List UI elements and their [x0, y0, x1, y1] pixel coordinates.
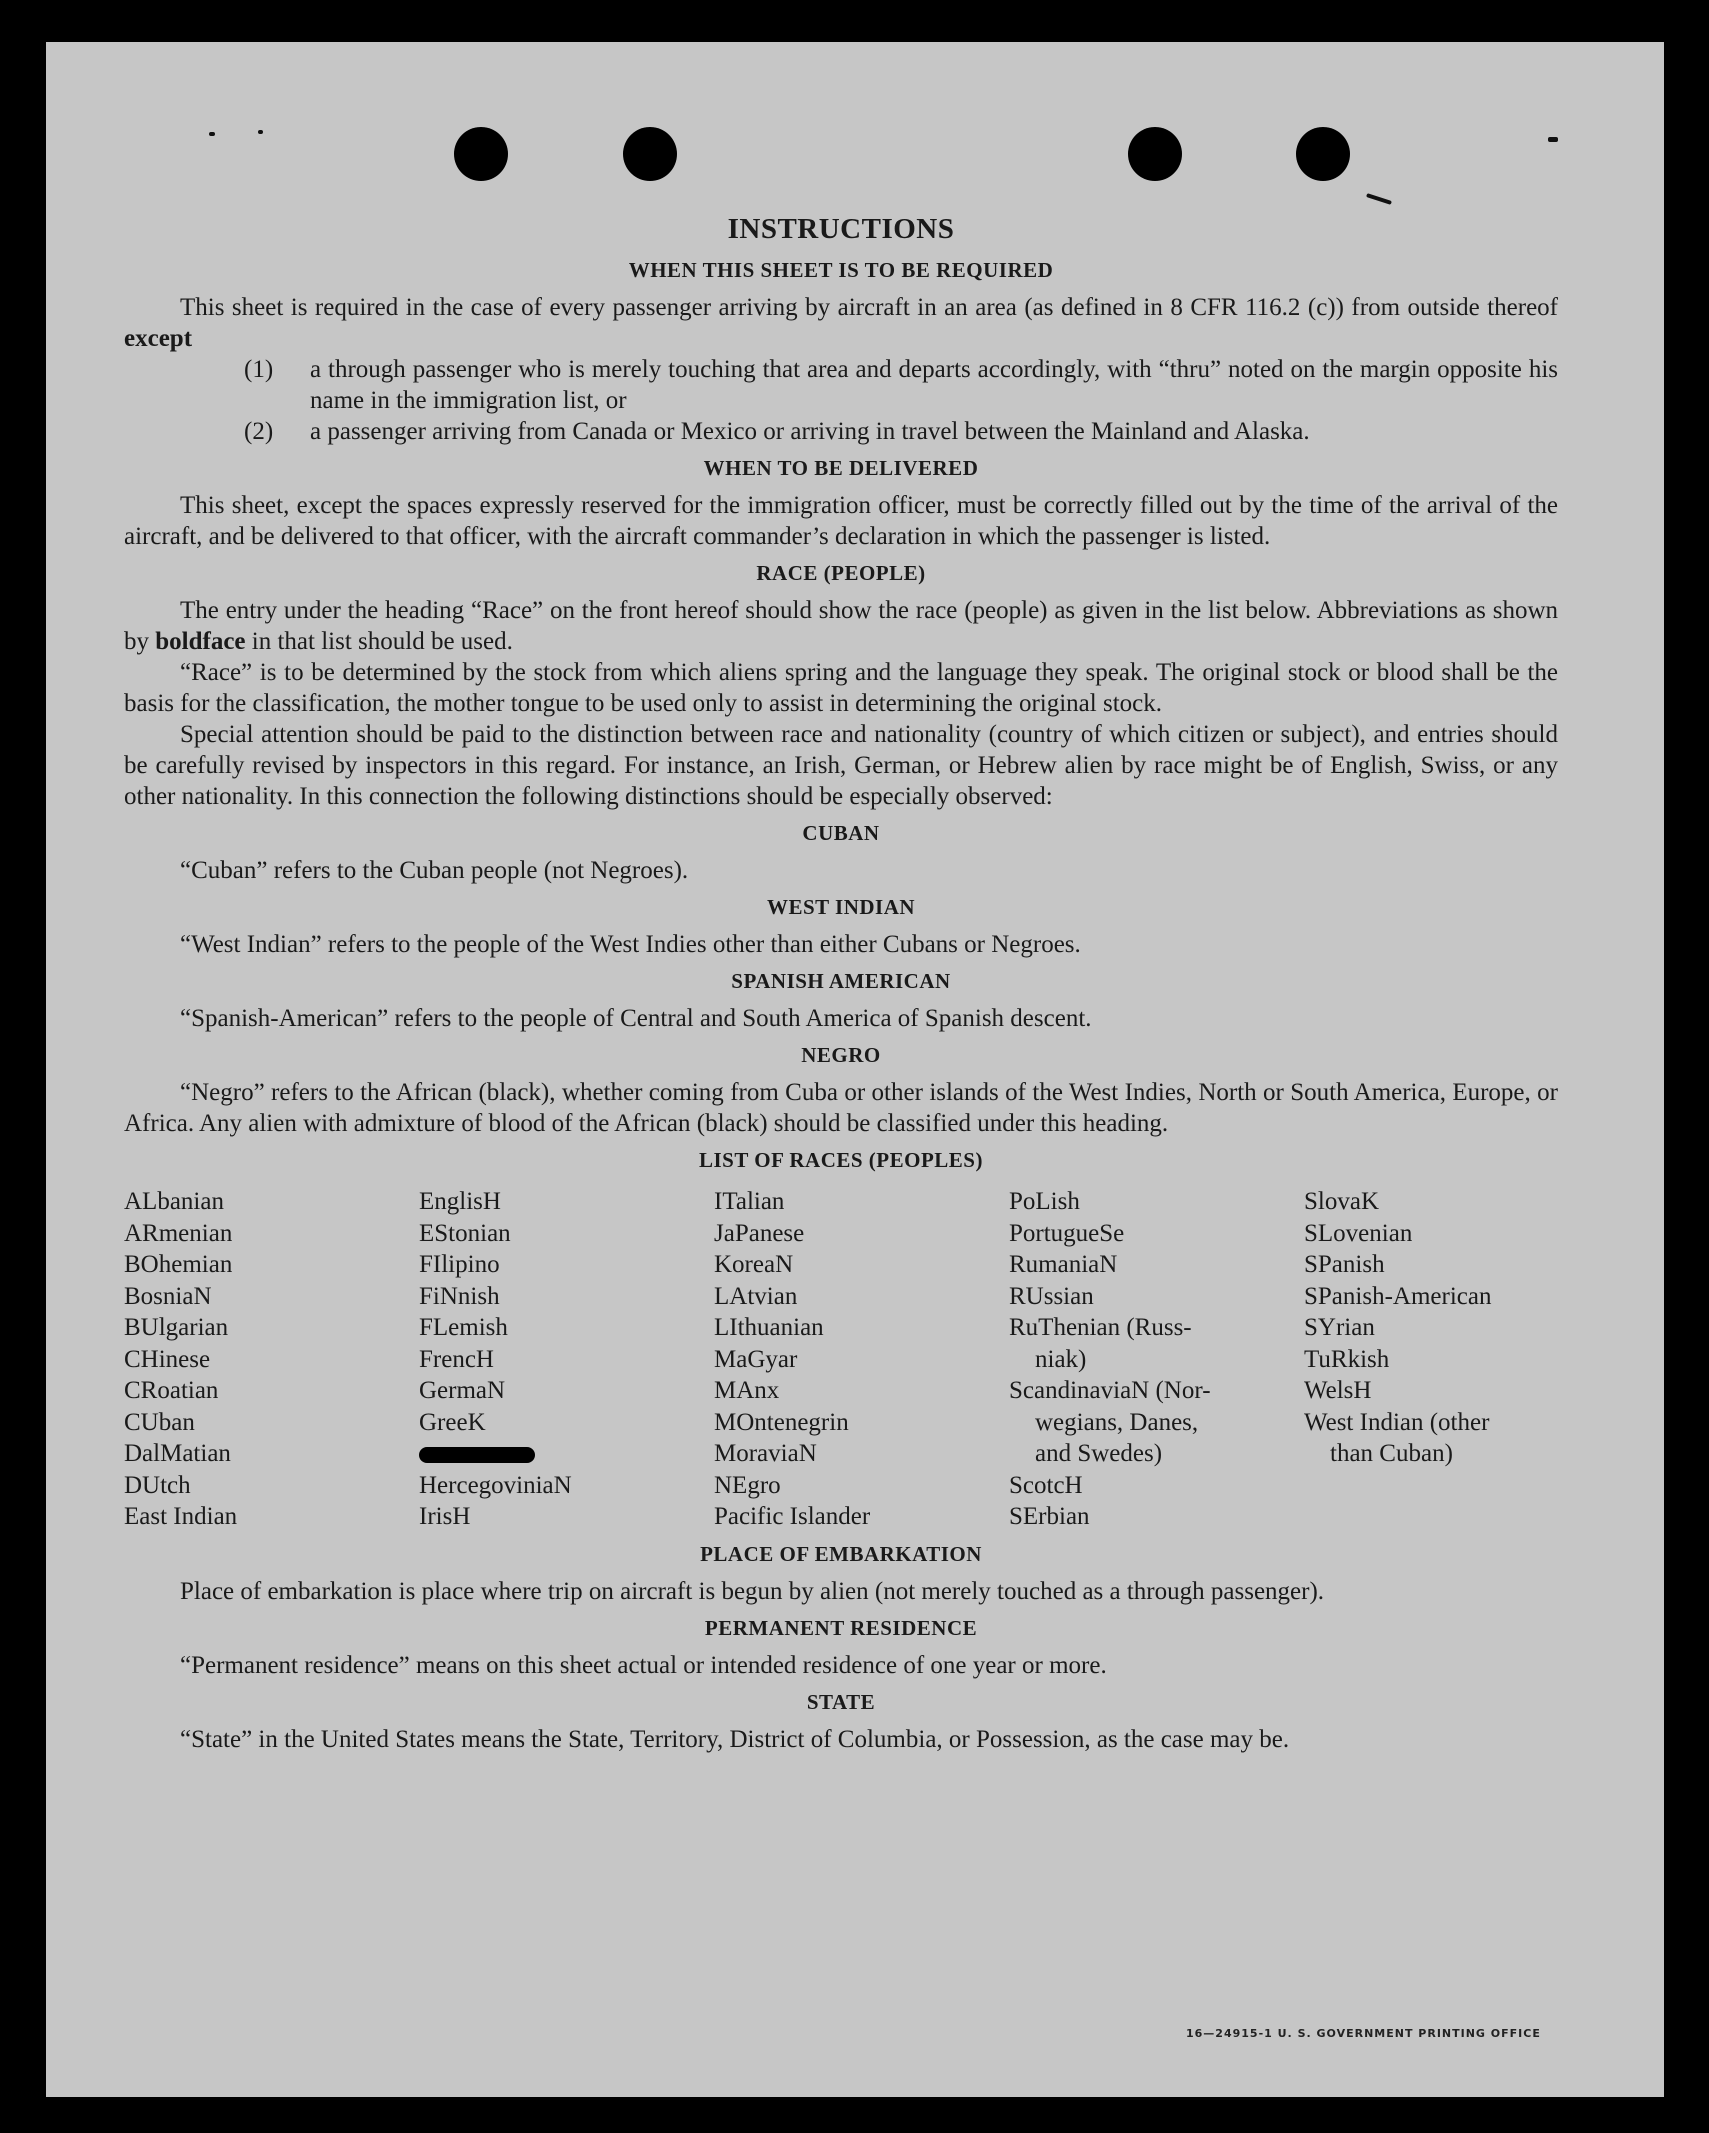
race-entry: West Indian (other [1304, 1408, 1490, 1436]
race-entry: KoreaN [714, 1251, 794, 1278]
ink-speck [209, 132, 215, 136]
race-entry: Pacific Islander [714, 1503, 871, 1530]
race-entry: GermaN [419, 1377, 506, 1404]
empty-cell [1304, 1501, 1558, 1533]
heading-list-of-races: LIST OF RACES (PEOPLES) [699, 1148, 983, 1172]
race-entry: SErbian [1009, 1503, 1090, 1530]
race-entry: ALbanian [124, 1188, 224, 1215]
embarkation-text: Place of embarkation is place where trip on aircraft is begun by alien (not merely touched as a through passenger). [180, 1577, 1325, 1605]
document-sheet [46, 42, 1664, 2097]
race-entry: wegians, Danes, [1035, 1408, 1199, 1436]
ink-speck [258, 130, 263, 134]
delivered-text: This sheet, except the spaces expressly reserved for the immigration officer, must be correctly filled out by the time of the arrival of the aircraft, and be delivered to that officer, with the aircraft commander’s declaration in which the passenger is listed. [124, 492, 1558, 550]
race-entry: FiNnish [419, 1282, 500, 1310]
race-entry: BUlgarian [124, 1314, 229, 1341]
race-entry: FIlipino [419, 1251, 500, 1278]
empty-cell [1304, 1470, 1558, 1502]
race-entry: IrisH [419, 1503, 471, 1530]
residence-text: “Permanent residence” means on this sheet actual or intended residence of one year or more. [180, 1651, 1107, 1679]
race-entry: LIthuanian [714, 1314, 824, 1341]
heading-required: WHEN THIS SHEET IS TO BE REQUIRED [628, 258, 1054, 282]
list-item: (1) a through passenger who is merely touching that area and departs accordingly, with “thru” noted on the margin opposite his name in the immigration list, or [244, 356, 1558, 414]
punch-hole [1128, 127, 1182, 181]
list-item: (2) a passenger arriving from Canada or Mexico or arriving in travel between the Mainland and Alaska. [244, 418, 1310, 445]
race-paragraph-3: Special attention should be paid to the distinction between race and nationality (country of which citizen or subject), and entries should be carefully revised by inspectors in this regard. For instance, an Irish, German, or Hebrew alien by race might be of English, Swiss, or any other nationality. In this connection the following distinctions should be especially observed: [124, 721, 1558, 810]
heading-delivered: WHEN TO BE DELIVERED [703, 456, 979, 480]
heading-state: STATE [806, 1689, 876, 1714]
heading-spanish-american: SPANISH AMERICAN [731, 969, 951, 993]
ink-speck [1366, 193, 1392, 205]
punch-hole [454, 127, 508, 181]
races-list [124, 1186, 1558, 1533]
page-title: INSTRUCTIONS [727, 213, 955, 245]
race-entry: ITalian [714, 1188, 785, 1215]
race-entry: ScandinaviaN (Nor- [1009, 1377, 1211, 1404]
race-entry: CHinese [124, 1345, 211, 1373]
race-entry: WelsH [1304, 1377, 1372, 1404]
negro-text: “Negro” refers to the African (black), whether coming from Cuba or other islands of the West Indies, North or South America, Europe, or Africa. Any alien with admixture of blood of the African (black) should be classified under this heading. [124, 1079, 1558, 1137]
race-entry: ARmenian [124, 1219, 233, 1247]
cuban-text: “Cuban” refers to the Cuban people (not Negroes). [180, 857, 689, 884]
race-entry: BOhemian [124, 1251, 233, 1278]
race-entry: MoraviaN [714, 1440, 817, 1467]
race-entry: RuThenian (Russ- [1009, 1314, 1192, 1341]
race-entry: niak) [1035, 1345, 1087, 1373]
state-text: “State” in the United States means the State, Territory, District of Columbia, or Possession, as the case may be. [180, 1725, 1290, 1753]
instructions-content [124, 214, 1558, 1755]
race-entry: FLemish [419, 1314, 508, 1341]
race-entry: RUssian [1009, 1282, 1094, 1310]
race-entry: MaGyar [714, 1345, 798, 1373]
race-entry: MAnx [714, 1377, 780, 1404]
race-entry: SPanish [1304, 1251, 1385, 1278]
race-entry: TuRkish [1304, 1345, 1390, 1373]
race-entry: CRoatian [124, 1377, 219, 1404]
race-entry: SPanish-American [1304, 1282, 1492, 1310]
race-entry: CUban [124, 1408, 195, 1436]
race-entry: NEgro [714, 1471, 781, 1499]
race-paragraph-2: “Race” is to be determined by the stock from which aliens spring and the language they speak. The original stock or blood shall be the basis for the classification, the mother tongue to be used only to assist in determining the original stock. [124, 659, 1558, 717]
heading-race: RACE (PEOPLE) [756, 561, 926, 585]
spanish-american-text: “Spanish-American” refers to the people of Central and South America of Spanish descent. [180, 1005, 1092, 1032]
punch-hole [623, 127, 677, 181]
heading-embarkation: PLACE OF EMBARKATION [700, 1541, 982, 1566]
printing-office-footer: 16—24915-1 U. S. GOVERNMENT PRINTING OFFICE [1186, 2027, 1541, 2040]
race-entry: ScotcH [1009, 1471, 1083, 1499]
punch-hole [1296, 127, 1350, 181]
ink-speck [1548, 137, 1558, 142]
race-entry: GreeK [419, 1408, 486, 1436]
race-entry: MOntenegrin [714, 1408, 849, 1436]
race-entry: EStonian [419, 1219, 511, 1247]
race-entry: RumaniaN [1009, 1251, 1118, 1278]
race-entry: BosniaN [124, 1282, 212, 1310]
race-entry: PoLish [1009, 1188, 1080, 1215]
required-intro: This sheet is required in the case of every passenger arriving by aircraft in an area (as defined in 8 CFR 116.2 (c)) from outside thereof except [124, 294, 1558, 352]
heading-west-indian: WEST INDIAN [766, 895, 916, 919]
race-entry: FrencH [419, 1345, 494, 1373]
race-entry: JaPanese [714, 1219, 805, 1247]
redacted-entry [419, 1438, 714, 1470]
race-entry: East Indian [124, 1503, 238, 1530]
west-indian-text: “West Indian” refers to the people of the West Indies other than either Cubans or Negroes. [180, 931, 1081, 958]
race-entry: LAtvian [714, 1282, 798, 1310]
race-entry: DalMatian [124, 1440, 231, 1467]
race-entry: than Cuban) [1330, 1440, 1453, 1467]
heading-residence: PERMANENT RESIDENCE [704, 1615, 978, 1640]
race-entry: DUtch [124, 1471, 191, 1499]
race-paragraph-1: The entry under the heading “Race” on the front hereof should show the race (people) as given in the list below. Abbreviations as shown by boldface in that list should be used. [124, 597, 1558, 655]
race-entry: SlovaK [1304, 1188, 1379, 1215]
race-entry: SLovenian [1304, 1219, 1413, 1247]
race-entry: SYrian [1304, 1314, 1375, 1341]
race-entry: HercegoviniaN [419, 1471, 572, 1499]
heading-negro: NEGRO [801, 1043, 881, 1067]
heading-cuban: CUBAN [802, 821, 880, 845]
race-entry: PortugueSe [1009, 1219, 1125, 1247]
redaction-mark [419, 1447, 535, 1463]
race-entry: EnglisH [419, 1188, 501, 1215]
race-entry: and Swedes) [1035, 1440, 1163, 1467]
